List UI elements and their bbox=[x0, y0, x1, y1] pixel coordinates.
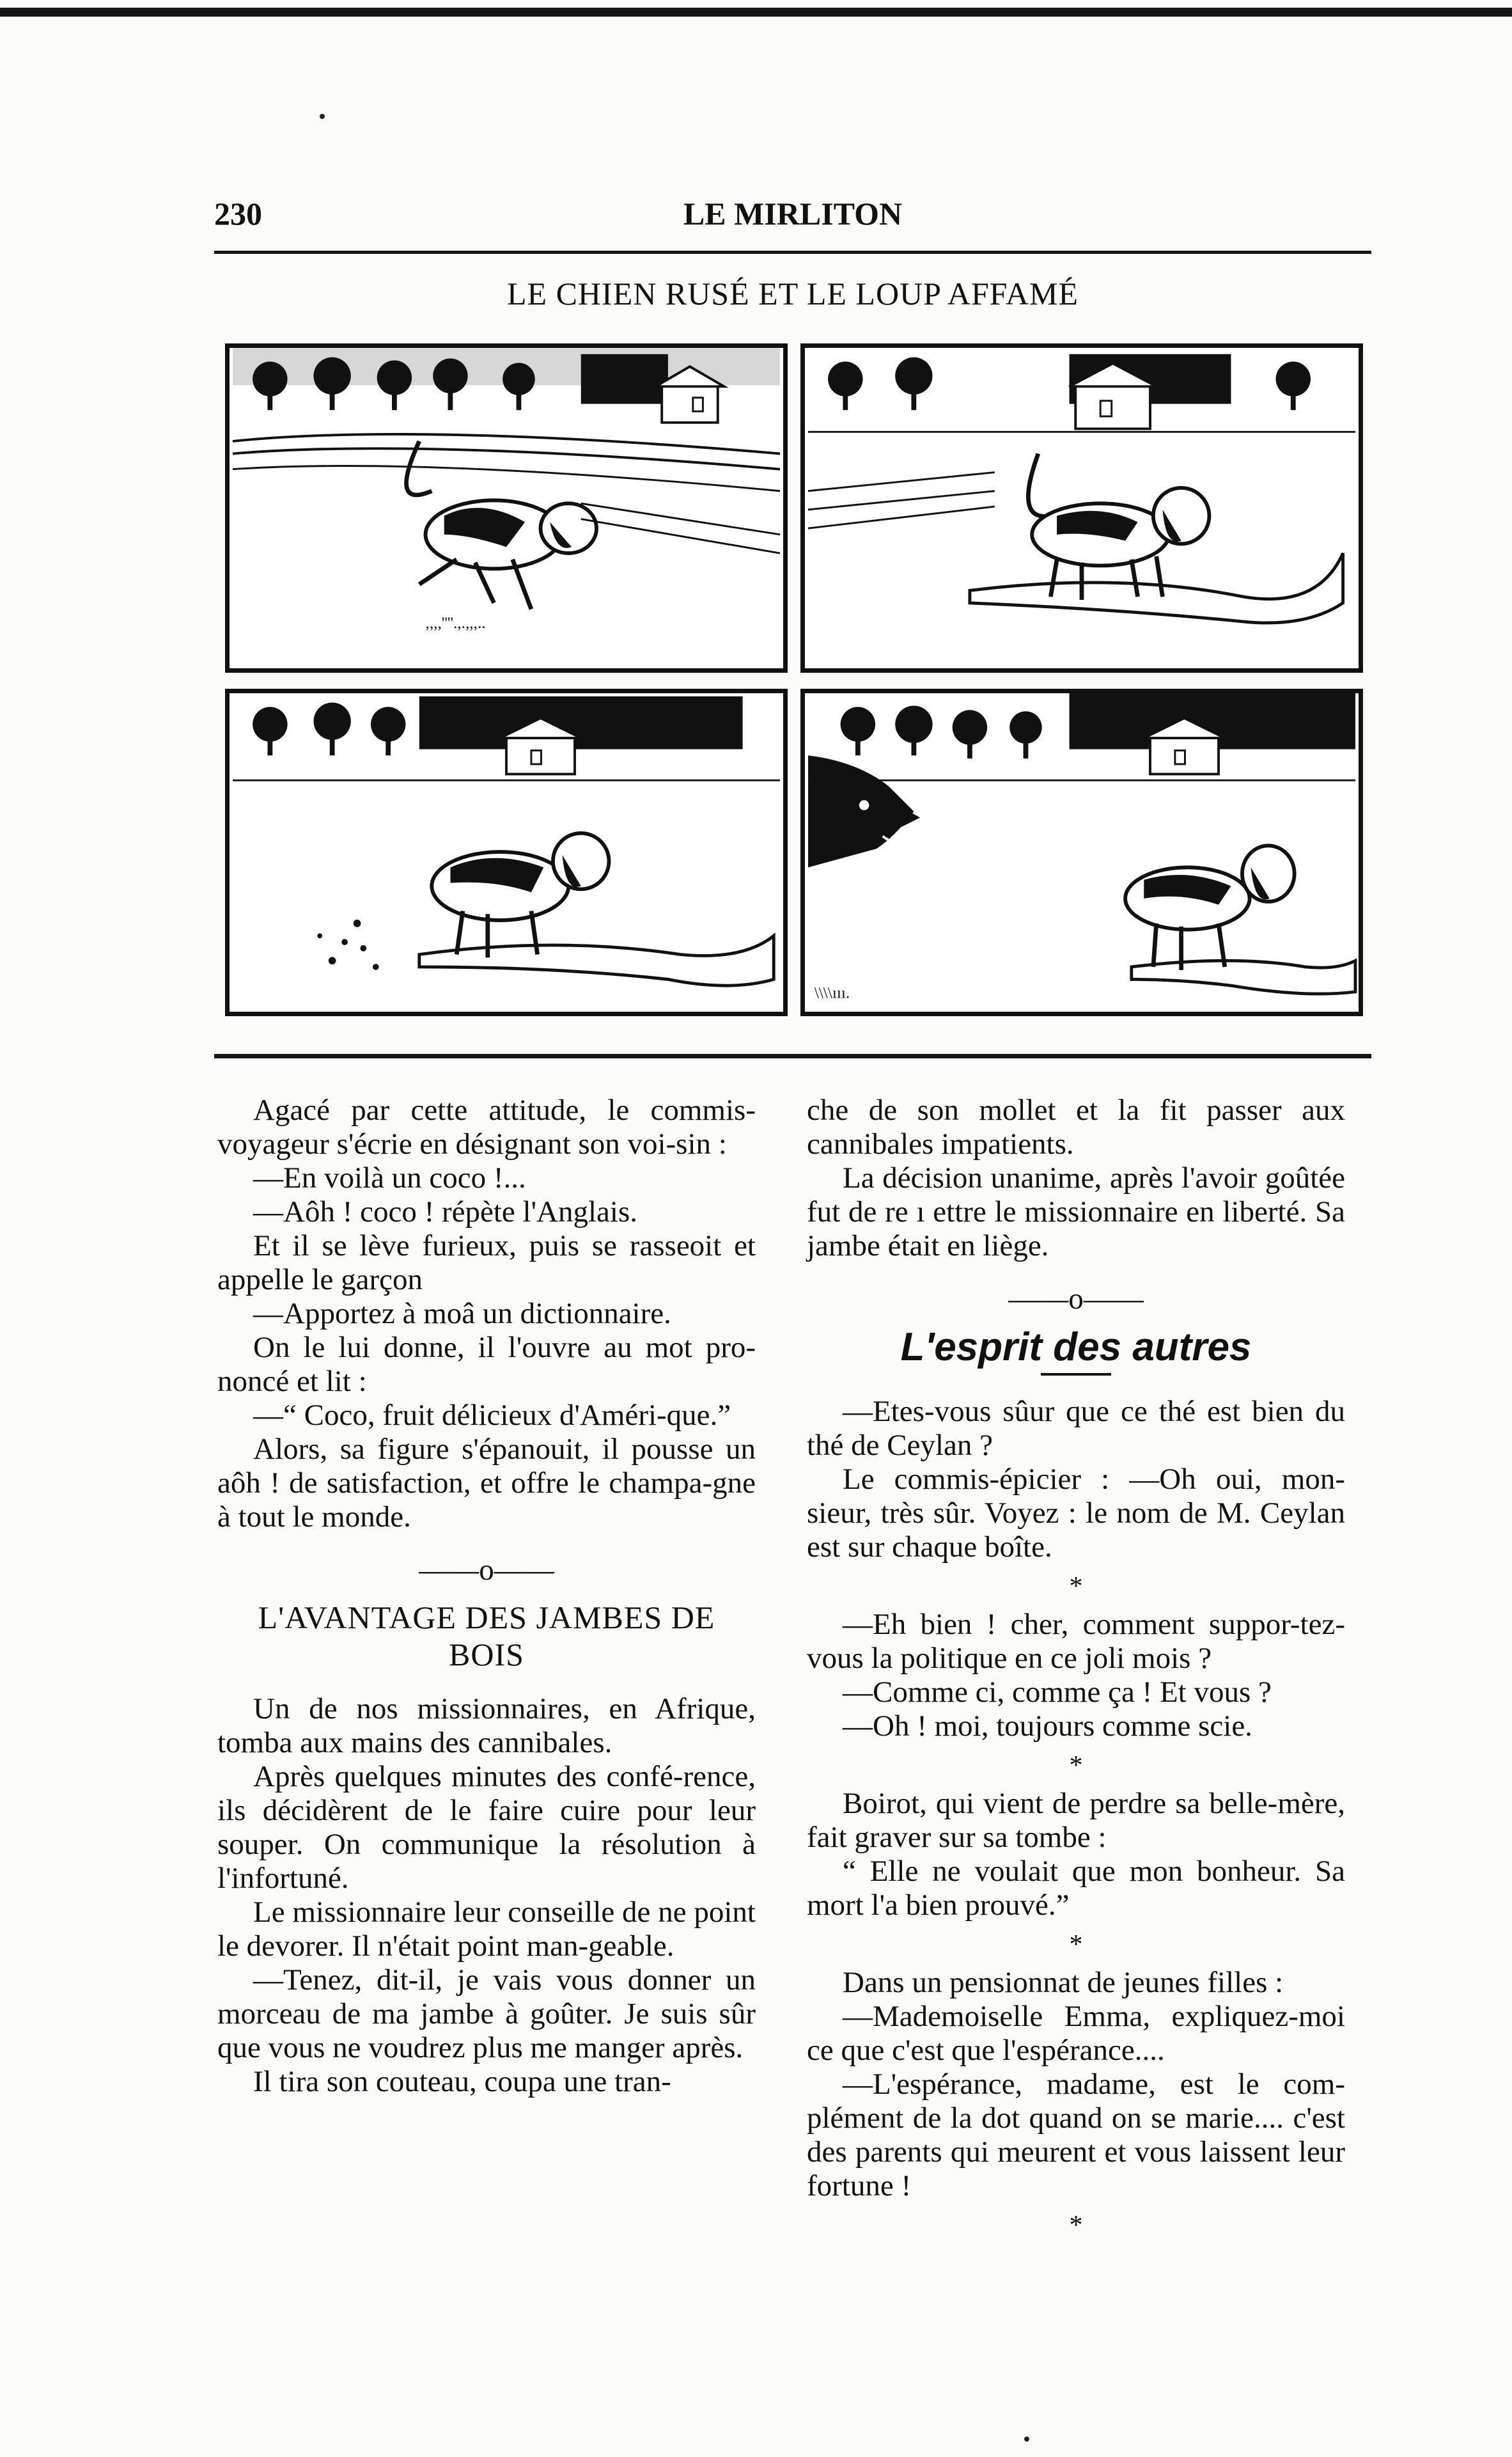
paragraph: Alors, sa figure s'épanouit, il pousse un aôh ! de satisfaction, et offre le champa-gne à tout le monde. bbox=[217, 1433, 756, 1534]
comic-bottom-rule bbox=[214, 1054, 1371, 1058]
svg-text:,,,,''''.,.,,,..: ,,,,''''.,.,,,.. bbox=[425, 613, 486, 632]
paragraph: —Tenez, dit-il, je vais vous donner un morceau de ma jambe à goûter. Je suis sûr que vous ne voudrez plus me manger après. bbox=[217, 1963, 756, 2064]
anecdote-text bbox=[217, 1094, 756, 1534]
page-number: 230 bbox=[214, 196, 262, 232]
paragraph: Agacé par cette attitude, le commis-voyageur s'écrie en désignant son voi-sin : bbox=[217, 1094, 756, 1161]
paragraph: Dans un pensionnat de jeunes filles : bbox=[843, 1966, 1284, 1999]
separator: ——o—— bbox=[1008, 1282, 1144, 1315]
left-column bbox=[217, 1094, 756, 2099]
paragraph: —“ Coco, fruit délicieux d'Améri-que.” bbox=[253, 1399, 731, 1432]
comic-panel-2 bbox=[800, 343, 1363, 673]
paragraph: —L'espérance, madame, est le com-plément de la dot quand on se marie.... c'est des parents qui meurent et vous laissent leur fortune ! bbox=[807, 2068, 1345, 2202]
paragraph: che de son mollet et la fit passer aux cannibales impatients. bbox=[807, 1094, 1345, 1161]
paragraph: “ Elle ne voulait que mon bonheur. Sa mort l'a bien prouvé.” bbox=[807, 1855, 1345, 1922]
paragraph: —Mademoiselle Emma, expliquez-moi ce que c'est que l'espérance.... bbox=[807, 2000, 1345, 2067]
comic-title: LE CHIEN RUSÉ ET LE LOUP AFFAMÉ bbox=[507, 276, 1079, 311]
panel-3-drawing bbox=[230, 693, 783, 1012]
panel-2-drawing bbox=[805, 348, 1359, 668]
header-rule bbox=[214, 251, 1371, 254]
star-separator: * bbox=[1069, 2211, 1083, 2240]
page-header bbox=[214, 195, 1371, 233]
comic-panel-1 bbox=[225, 343, 788, 673]
paragraph: On le lui donne, il l'ouvre au mot pro-noncé et lit : bbox=[217, 1331, 756, 1398]
paragraph: —Oh ! moi, toujours comme scie. bbox=[843, 1709, 1252, 1743]
joke bbox=[807, 1395, 1345, 1564]
paragraph: Le missionnaire leur conseille de ne point le devorer. Il n'était point man-geable. bbox=[217, 1896, 756, 1963]
svg-text:\\\\ııı.: \\\\ııı. bbox=[814, 984, 850, 1002]
section-title: L'esprit des autres bbox=[900, 1325, 1252, 1369]
joke bbox=[807, 1608, 1345, 1743]
top-border-rule bbox=[0, 8, 1512, 17]
separator: ——o—— bbox=[419, 1553, 554, 1587]
journal-title: LE MIRLITON bbox=[683, 196, 903, 232]
paragraph: —Aôh ! coco ! répète l'Anglais. bbox=[253, 1195, 637, 1228]
joke bbox=[807, 1787, 1345, 1922]
jokes-list bbox=[807, 1395, 1345, 2243]
right-column bbox=[807, 1094, 1345, 2247]
section-text bbox=[217, 1692, 756, 2099]
continued-text bbox=[807, 1094, 1345, 1263]
paragraph: Boirot, qui vient de perdre sa belle-mère, fait graver sur sa tombe : bbox=[807, 1787, 1345, 1854]
paragraph: —Comme ci, comme ça ! Et vous ? bbox=[843, 1676, 1272, 1709]
paragraph: La décision unanime, après l'avoir goûtée fut de re ı ettre le missionnaire en liberté. Sa jambe était en liège. bbox=[807, 1161, 1345, 1262]
title-underline-rule bbox=[1041, 1373, 1111, 1376]
paragraph: Le commis-épicier : —Oh oui, mon-sieur, très sûr. Voyez : le nom de M. Ceylan est sur chaque boîte. bbox=[807, 1463, 1345, 1564]
section-title: L'AVANTAGE DES JAMBES DE BOIS bbox=[258, 1599, 715, 1672]
paragraph: Après quelques minutes des confé-rence, ils décidèrent de le faire cuire pour leur souper. On communique la résolution à l'infortuné. bbox=[217, 1760, 756, 1895]
paragraph: —Apportez à moâ un dictionnaire. bbox=[253, 1297, 671, 1330]
star-separator: * bbox=[1069, 1572, 1083, 1601]
star-separator: * bbox=[1069, 1930, 1083, 1959]
paragraph: —Eh bien ! cher, comment suppor-tez-vous la politique en ce joli mois ? bbox=[807, 1608, 1345, 1675]
paragraph: Il tira son couteau, coupa une tran- bbox=[253, 2065, 671, 2098]
paragraph: —En voilà un coco !... bbox=[253, 1161, 526, 1195]
speck bbox=[1024, 2437, 1029, 2442]
speck bbox=[320, 114, 325, 119]
panel-4-drawing bbox=[805, 693, 1359, 1012]
paragraph: Et il se lève furieux, puis se rasseoit et appelle le garçon bbox=[217, 1229, 756, 1296]
paragraph: —Etes-vous sûur que ce thé est bien du thé de Ceylan ? bbox=[807, 1395, 1345, 1462]
comic-panel-4 bbox=[800, 689, 1363, 1016]
star-separator: * bbox=[1069, 1751, 1083, 1780]
panel-1-drawing bbox=[230, 348, 783, 668]
paragraph: Un de nos missionnaires, en Afrique, tomba aux mains des cannibales. bbox=[217, 1692, 756, 1759]
comic-panel-3 bbox=[225, 689, 788, 1016]
joke bbox=[807, 1966, 1345, 2203]
